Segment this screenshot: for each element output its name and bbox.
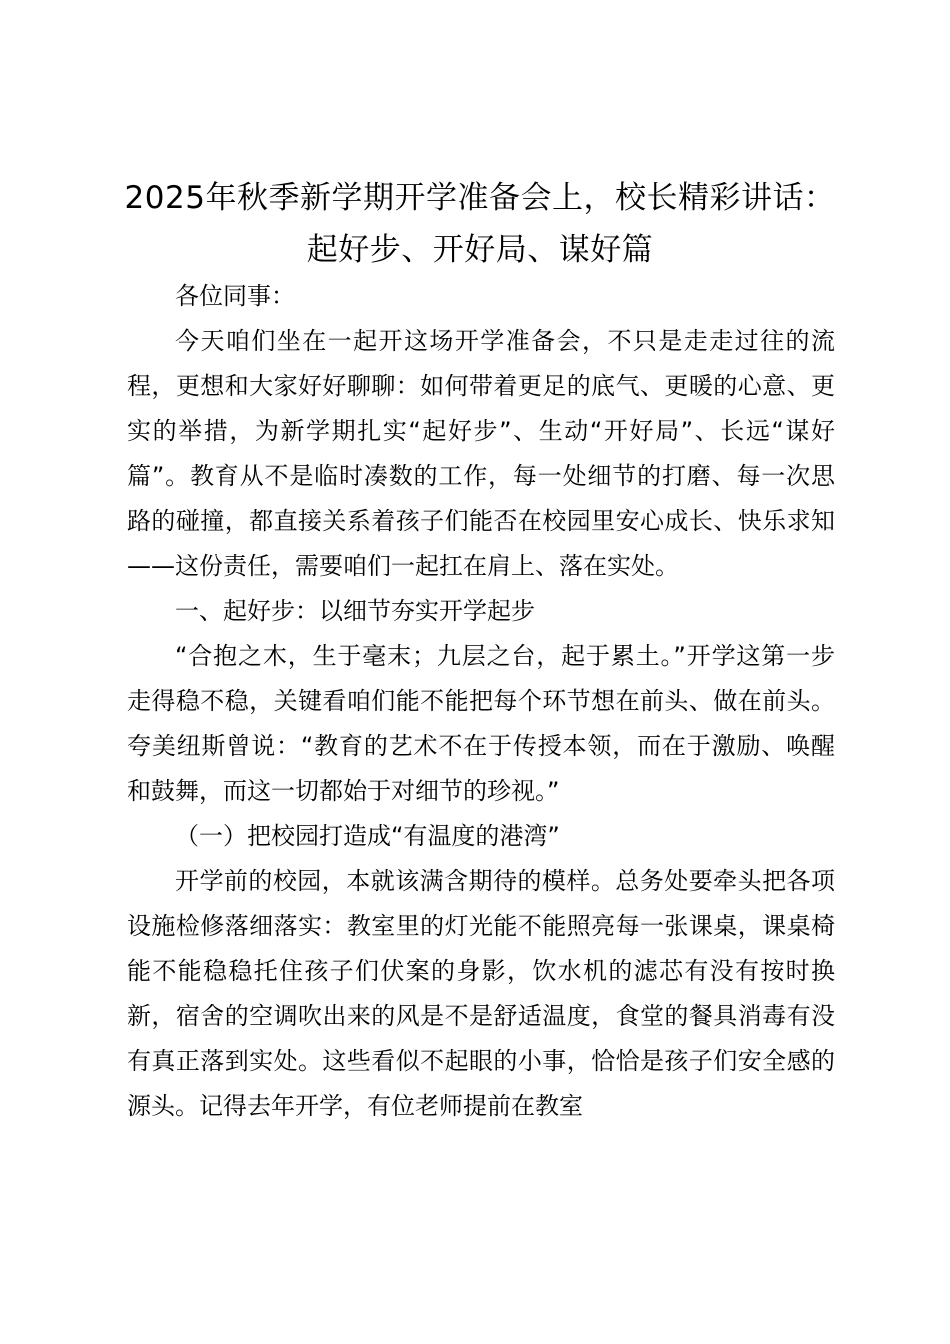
intro-paragraph: 今天咱们坐在一起开这场开学准备会，不只是走走过往的流程，更想和大家好好聊聊：如何带着更足的底气、更暖的心意、更实的举措，为新学期扎实“起好步”、生动“开好局”、长远“谋好篇”。教育从不是临时凑数的工作，每一处细节的打磨、每一次思路的碰撞，都直接关系着孩子们能否在校园里安心成长、快乐求知——这份责任，需要咱们一起扛在肩上、落在实处。	[127, 327, 835, 580]
subsection-heading-1: （一）把校园打造成“有温度的港湾”	[175, 822, 560, 850]
salutation-paragraph: 各位同事：	[175, 282, 295, 310]
subsection-1-paragraph: 开学前的校园，本就该满含期待的模样。总务处要牵头把各项设施检修落细落实：教室里的灯光能不能照亮每一张课桌，课桌椅能不能稳稳托住孩子们伏案的身影，饮水机的滤芯有没有按时换新，宿舍的空调吹出来的风是不是舒适温度，食堂的餐具消毒有没有真正落到实处。这些看似不起眼的小事，恰恰是孩子们安全感的源头。记得去年开学，有位老师提前在教室	[127, 867, 835, 1120]
document-title: 2025年秋季新学期开学准备会上，校长精彩讲话：起好步、开好局、谋好篇	[124, 180, 836, 268]
section-heading-1: 一、起好步：以细节夯实开学起步	[175, 597, 535, 625]
section-1-paragraph: “合抱之木，生于毫末；九层之台，起于累土。”开学这第一步走得稳不稳，关键看咱们能不能把每个环节想在前头、做在前头。夸美纽斯曾说：“教育的艺术不在于传授本领，而在于激励、唤醒和鼓舞，而这一切都始于对细节的珍视。”	[127, 642, 835, 805]
document-body	[127, 274, 835, 1129]
